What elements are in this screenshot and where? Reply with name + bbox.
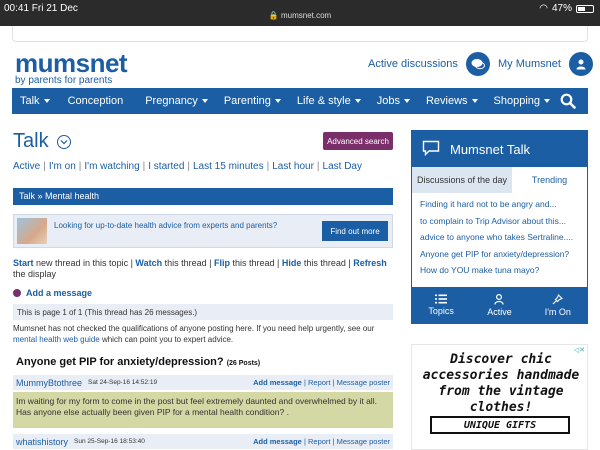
battery-icon bbox=[576, 5, 594, 13]
search-icon[interactable] bbox=[560, 93, 576, 112]
nav-item-conception[interactable] bbox=[58, 88, 132, 114]
widget-title: Mumsnet Talk bbox=[450, 141, 530, 157]
promo-image bbox=[17, 218, 47, 244]
my-mumsnet-label: My Mumsnet bbox=[498, 58, 561, 70]
footer-label: I'm On bbox=[544, 306, 571, 317]
nav-item-talk[interactable] bbox=[12, 88, 58, 114]
tab-trending[interactable]: Trending bbox=[531, 175, 568, 185]
nav-item-pregnancy[interactable] bbox=[131, 88, 216, 114]
nav-item-label: Life & style bbox=[296, 95, 351, 107]
chevron-down-icon[interactable] bbox=[57, 135, 71, 149]
user-icon bbox=[569, 52, 593, 76]
nav-item-label: Jobs bbox=[376, 95, 400, 107]
top-strip bbox=[12, 26, 588, 42]
post-links: Add message | Report | Message poster bbox=[253, 378, 390, 387]
chevron-down-icon bbox=[44, 99, 50, 103]
nav-item-label: Parenting bbox=[223, 95, 271, 107]
chevron-down-icon bbox=[544, 99, 550, 103]
nav-item-reviews[interactable] bbox=[418, 88, 486, 114]
ad-copy: Discover chic accessories handmade from the vintage clothes! bbox=[422, 352, 580, 415]
post-date: Sat 24-Sep-16 14:52:19 bbox=[88, 379, 158, 386]
address-url: mumsnet.com bbox=[280, 11, 332, 20]
chevron-down-icon bbox=[404, 99, 410, 103]
filter-last-hour[interactable]: Last hour bbox=[272, 161, 314, 172]
my-mumsnet-link[interactable] bbox=[498, 52, 593, 76]
promo-text: Looking for up-to-date health advice from experts and parents? bbox=[54, 221, 278, 230]
watch-thread-link[interactable]: Watch bbox=[135, 258, 163, 268]
battery-percent: 47% bbox=[551, 3, 572, 14]
mumsnet-talk-widget bbox=[411, 130, 588, 324]
hide-thread-link[interactable]: Hide bbox=[281, 258, 302, 268]
add-message-icon bbox=[13, 289, 21, 297]
discussion-link[interactable]: Finding it hard not to be angry and... bbox=[420, 199, 557, 209]
footer-label: Topics bbox=[428, 306, 454, 316]
page bbox=[0, 26, 600, 450]
action-text: this thread | bbox=[301, 258, 354, 268]
message-poster-link[interactable]: Message poster bbox=[336, 437, 390, 446]
post-username[interactable]: whatishistory bbox=[16, 436, 69, 447]
wifi-icon: ◠ bbox=[539, 3, 548, 14]
filter-active[interactable]: Active bbox=[13, 161, 41, 172]
advertisement[interactable] bbox=[411, 344, 588, 450]
add-message-label: Add a message bbox=[26, 288, 93, 298]
message-poster-link[interactable]: Message poster bbox=[336, 378, 390, 387]
chat-bubbles-icon bbox=[466, 52, 490, 76]
nav-item-parenting[interactable] bbox=[216, 88, 289, 114]
post-links: Add message | Report | Message poster bbox=[253, 437, 390, 446]
start-thread-link[interactable]: Start bbox=[13, 258, 34, 268]
nav-item-label: Reviews bbox=[425, 95, 468, 107]
battery-fill bbox=[578, 7, 585, 11]
ad-cta-button[interactable]: UNIQUE GIFTS bbox=[430, 416, 570, 434]
nav-item-label: Shopping bbox=[493, 95, 541, 107]
chevron-down-icon bbox=[275, 99, 281, 103]
nav-item-label: Talk bbox=[20, 95, 40, 107]
person-icon bbox=[494, 294, 504, 305]
speech-bubble-icon bbox=[422, 140, 440, 159]
footer-active[interactable] bbox=[470, 287, 528, 323]
chevron-down-icon bbox=[202, 99, 208, 103]
tab-discussions-of-the-day[interactable]: Discussions of the day bbox=[412, 167, 512, 193]
nav-item-label: Conception bbox=[67, 95, 124, 107]
logo-word: mumsnet bbox=[15, 48, 128, 78]
filter-im-on[interactable]: I'm on bbox=[48, 161, 76, 172]
action-text: this thread | bbox=[162, 258, 214, 268]
thread-title-text: Anyone get PIP for anxiety/depression? bbox=[16, 356, 224, 368]
report-link[interactable]: Report bbox=[307, 437, 331, 446]
discussion-link[interactable]: How do YOU make tuna mayo? bbox=[420, 265, 540, 275]
disclaimer-after: which can point you to expert advice. bbox=[99, 335, 234, 344]
discussion-link[interactable]: to complain to Trip Advisor about this... bbox=[420, 215, 566, 226]
post-username[interactable]: MummyBtothree bbox=[16, 377, 83, 388]
action-text: this thread | bbox=[229, 258, 282, 268]
post-date: Sun 25-Sep-16 18:53:40 bbox=[74, 438, 145, 445]
mumsnet-logo[interactable] bbox=[15, 50, 127, 86]
thread-post-count: (26 Posts) bbox=[226, 360, 261, 367]
add-message-button[interactable]: Add message bbox=[253, 437, 302, 446]
thread-actions bbox=[13, 258, 393, 280]
nav-item-life-style[interactable] bbox=[289, 88, 369, 114]
thread-title bbox=[16, 356, 260, 368]
page-info: This is page 1 of 1 (This thread has 26 messages.) bbox=[13, 304, 393, 320]
filter-last-15-minutes[interactable]: Last 15 minutes bbox=[193, 161, 264, 172]
discussion-link[interactable]: advice to anyone who takes Sertraline.... bbox=[420, 232, 574, 242]
filter-im-watching[interactable]: I'm watching bbox=[84, 161, 140, 172]
chevron-down-icon bbox=[472, 99, 478, 103]
nav-item-label: Pregnancy bbox=[145, 95, 198, 107]
active-discussions-label: Active discussions bbox=[368, 58, 458, 70]
nav-item-jobs[interactable] bbox=[369, 88, 418, 114]
flip-thread-link[interactable]: Flip bbox=[213, 258, 230, 268]
action-text: new thread in this topic | bbox=[33, 258, 136, 268]
refresh-link[interactable]: Refresh bbox=[353, 258, 387, 268]
filter-i-started[interactable]: I started bbox=[148, 161, 185, 172]
post-header bbox=[13, 375, 393, 390]
add-message-link[interactable] bbox=[13, 288, 92, 298]
page-title-text: Talk bbox=[13, 130, 49, 152]
main-nav bbox=[12, 88, 588, 114]
health-promo bbox=[13, 214, 393, 248]
mental-health-guide-link[interactable]: mental health web guide bbox=[13, 335, 100, 344]
footer-label: Active bbox=[487, 306, 512, 317]
advanced-search-button[interactable]: Advanced search bbox=[323, 132, 393, 150]
discussion-link[interactable]: Anyone get PIP for anxiety/depression? bbox=[420, 248, 570, 259]
widget-tabs bbox=[412, 167, 587, 193]
footer-im-on[interactable] bbox=[529, 287, 587, 323]
widget-footer bbox=[412, 287, 587, 323]
logo-tagline: by parents for parents bbox=[15, 75, 113, 86]
action-text: the display bbox=[13, 269, 57, 279]
disclaimer-text: Mumsnet has not checked the qualifications of anyone posting here. If you need help urgently, see our bbox=[13, 324, 375, 333]
battery-indicator bbox=[539, 3, 594, 14]
disclaimer bbox=[13, 323, 393, 345]
breadcrumb[interactable]: Talk » Mental health bbox=[13, 188, 393, 205]
page-title bbox=[13, 130, 71, 153]
address-bar[interactable]: 🔒 mumsnet.com bbox=[268, 11, 332, 20]
filter-last-day[interactable]: Last Day bbox=[322, 161, 362, 172]
find-out-more-button[interactable]: Find out more bbox=[322, 221, 388, 241]
status-bar bbox=[0, 0, 600, 26]
post-body: Im waiting for my form to come in the post but feel extremely daunted and overwhelmed by it all. Has anyone else actually been given PIP for a mental health condition? . bbox=[13, 392, 393, 428]
thread-filters: Active | I'm on | I'm watching | I started | Last 15 minutes | Last hour | Last Day bbox=[13, 161, 362, 172]
nav-item-shopping[interactable] bbox=[486, 88, 559, 114]
add-message-button[interactable]: Add message bbox=[253, 378, 302, 387]
post-header bbox=[13, 434, 393, 449]
widget-header bbox=[412, 131, 587, 167]
pin-icon bbox=[552, 294, 563, 305]
report-link[interactable]: Report bbox=[307, 378, 331, 387]
ad-choices-icon[interactable]: ◁✕ bbox=[573, 347, 585, 354]
discussion-list bbox=[412, 193, 587, 282]
footer-topics[interactable] bbox=[412, 287, 470, 323]
chevron-down-icon bbox=[355, 99, 361, 103]
active-discussions-link[interactable] bbox=[368, 52, 490, 76]
status-time: 00:41 Fri 21 Dec bbox=[4, 3, 78, 14]
list-icon bbox=[435, 294, 447, 304]
